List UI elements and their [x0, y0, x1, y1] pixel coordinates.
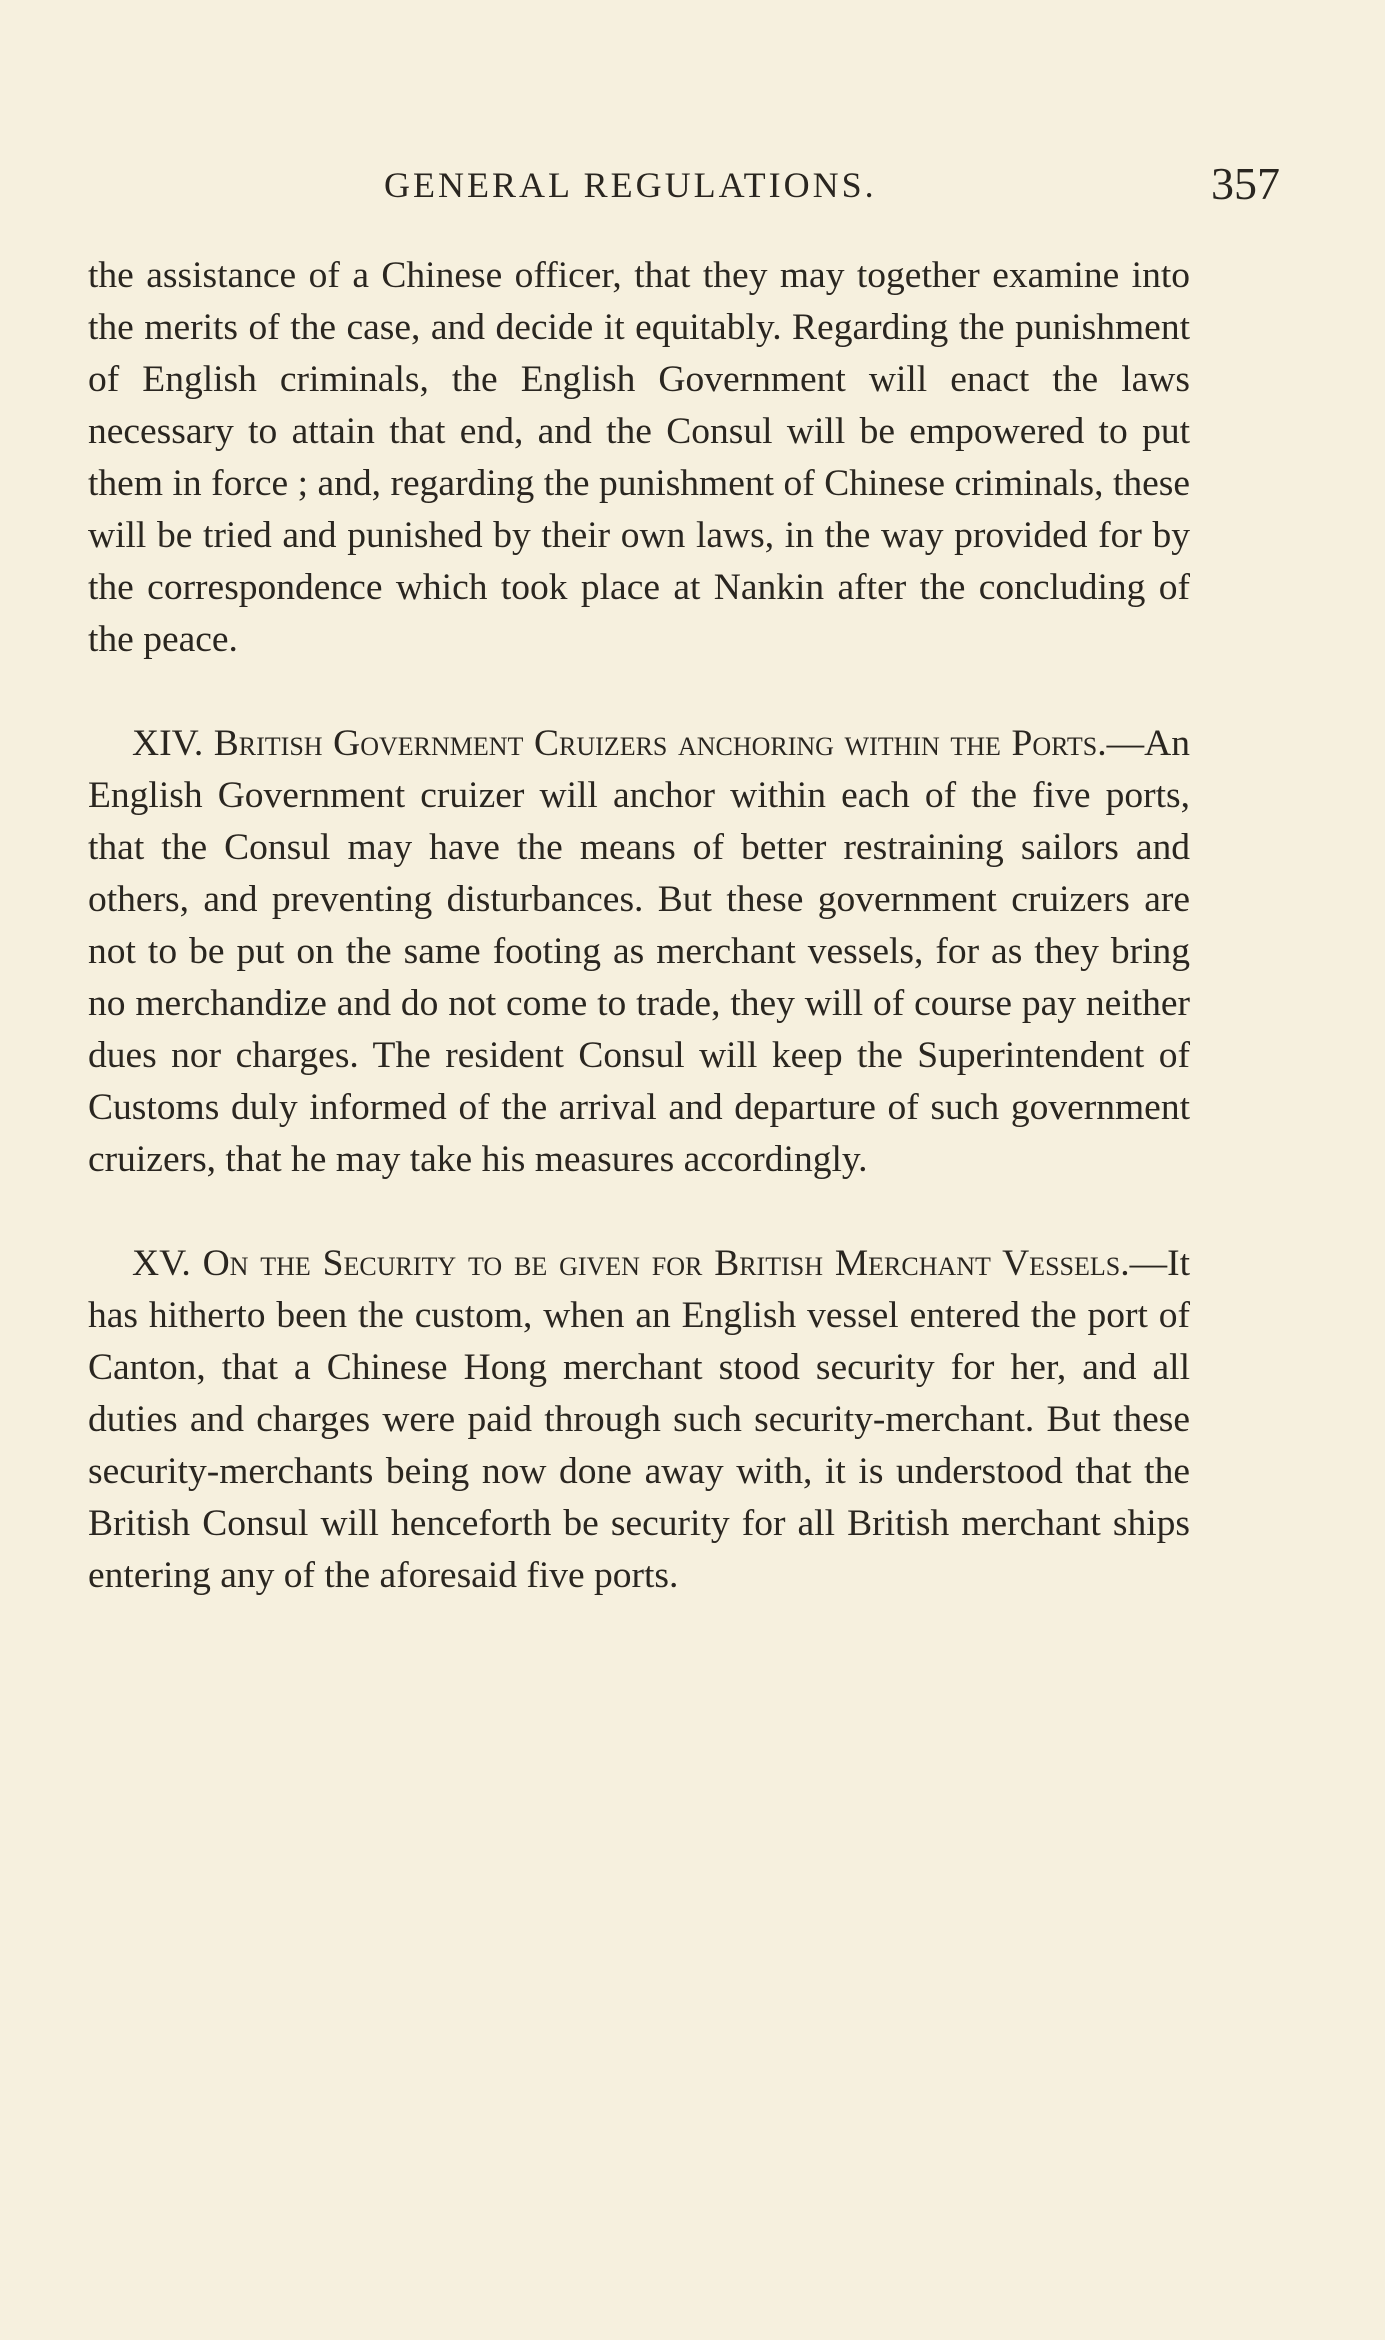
article-xv [88, 1238, 1190, 1602]
article-heading [132, 1243, 1130, 1284]
page-number: 357 [1211, 158, 1280, 209]
paragraph-continuation [88, 250, 1190, 666]
article-text: —An English Government cruizer will anchor within each of the five ports, that the Consul may have the means of better restraining sailors and others, and preventing disturbances. But these government cruizers are not to be put on the same footing as merchant vessels, for as they bring no merchandize and do not come to trade, they will of course pay neither dues nor charges. The resident Consul will keep the Superintendent of Customs duly informed of the arrival and departure of such government cruizers, that he may take his measures accordingly. [88, 723, 1190, 1180]
body-text [88, 250, 1190, 1602]
running-head [88, 158, 1280, 210]
paragraph-text: the assistance of a Chinese officer, that they may together examine into the merits of the case, and decide it equitably. Regarding the punishment of English criminals, the English Government will enact the laws necessary to attain that end, and the Consul will be empowered to put them in force ; and, regarding the punishment of Chinese criminals, these will be tried and punished by their own laws, in the way provided for by the correspondence which took place at Nankin after the concluding of the peace. [88, 255, 1190, 660]
article-title: British Government Cruizers anchoring within the Ports. [213, 723, 1107, 764]
article-text: —It has hitherto been the custom, when an English vessel entered the port of Canton, that a Chinese Hong merchant stood security for her, and all duties and charges were paid through such security-merchant. But these security-merchants being now done away with, it is understood that the British Consul will henceforth be security for all British merchant ships entering any of the aforesaid five ports. [88, 1243, 1191, 1596]
article-number: XV. [132, 1243, 191, 1284]
article-xiv [88, 718, 1190, 1186]
article-heading [132, 723, 1107, 764]
running-head-title: GENERAL REGULATIONS. [384, 165, 877, 205]
article-number: XIV. [132, 723, 204, 764]
article-title: On the Security to be given for British Merchant Vessels. [202, 1243, 1130, 1284]
